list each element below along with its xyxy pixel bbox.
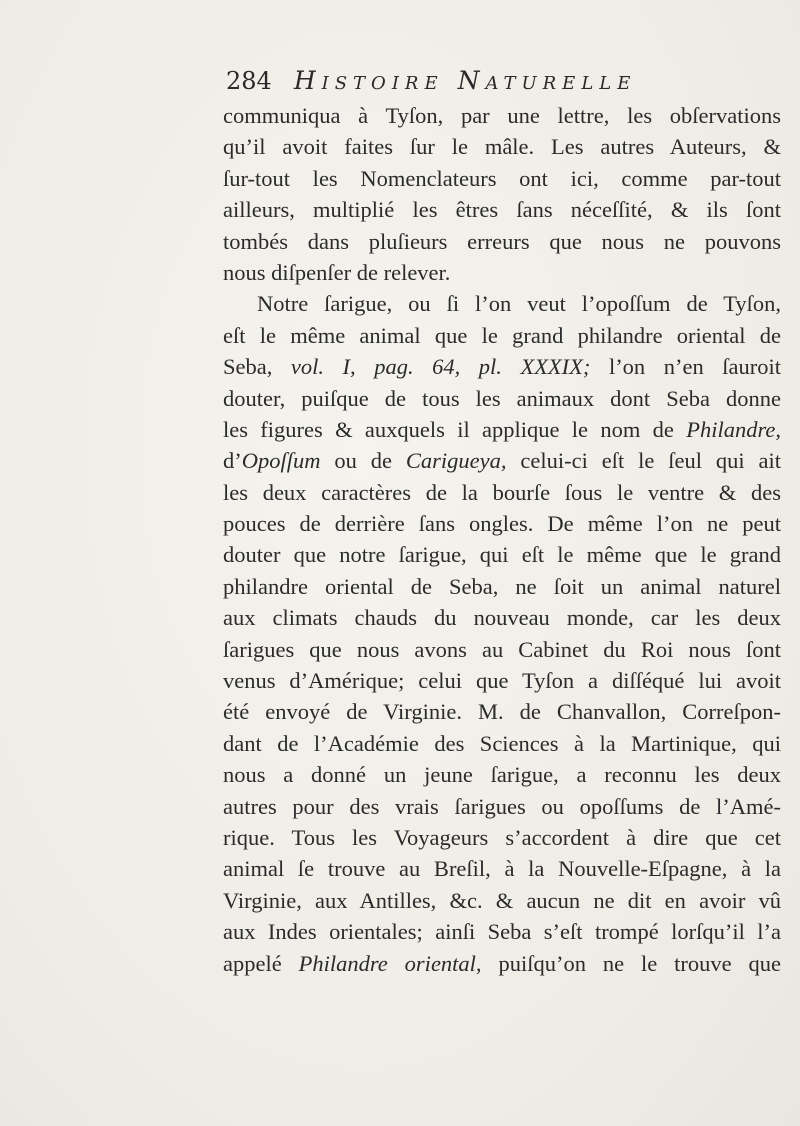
text-segment: pouces de derrière ſans ongles. De même l’on ne peut <box>223 511 781 537</box>
italic-text-segment: vol. I, pag. 64, pl. XXXIX; <box>290 354 591 380</box>
text-line <box>223 602 781 633</box>
text-line <box>223 696 781 727</box>
page-header <box>226 66 636 96</box>
text-line <box>223 320 781 351</box>
text-line <box>223 853 781 884</box>
text-segment: autres pour des vrais ſarigues ou opoſſums de l’Amé- <box>223 793 781 819</box>
italic-text-segment: Philandre, <box>686 416 781 442</box>
text-line <box>223 351 781 382</box>
text-segment: communiqua à Tyſon, par une lettre, les obſervations <box>223 103 781 128</box>
text-segment: puiſqu’on ne le trouve que <box>481 950 782 976</box>
text-line <box>223 916 781 947</box>
text-line <box>223 226 781 257</box>
text-segment: d’ <box>223 448 242 474</box>
text-segment: celui-ci eſt le ſeul qui ait <box>506 448 781 474</box>
text-line <box>223 100 781 131</box>
text-segment: les deux caractères de la bourſe ſous le ventre & des <box>223 479 781 505</box>
text-line <box>223 948 781 979</box>
text-line <box>223 822 781 853</box>
text-line <box>223 194 781 225</box>
text-segment: douter que notre ſarigue, qui eſt le même que le grand <box>223 542 781 568</box>
text-line <box>223 728 781 759</box>
text-segment: animal ſe trouve au Breſil, à la Nouvelle-Eſpagne, à la <box>223 856 781 882</box>
text-segment: qu’il avoit faites ſur le mâle. Les autres Auteurs, & <box>223 134 781 160</box>
text-line <box>223 288 781 319</box>
italic-text-segment: Opoſſum <box>241 448 321 474</box>
page-number: 284 <box>226 67 272 95</box>
text-segment: été envoyé de Virginie. M. de Chanvallon, Correſpon- <box>223 699 781 725</box>
text-segment: Seba, <box>223 354 291 380</box>
text-segment: ailleurs, multiplié les êtres ſans néceſſité, & ils ſont <box>223 197 781 223</box>
text-segment: ſur-tout les Nomenclateurs ont ici, comme par-tout <box>223 165 781 191</box>
text-line <box>223 383 781 414</box>
text-segment: aux climats chauds du nouveau monde, car les deux <box>223 605 781 631</box>
text-line <box>223 759 781 790</box>
text-segment: nous diſpenſer de relever. <box>223 259 451 285</box>
text-line <box>223 414 781 445</box>
body-text <box>223 100 781 979</box>
text-segment: Virginie, aux Antilles, &c. & aucun ne dit en avoir vû <box>223 887 781 913</box>
text-line <box>223 477 781 508</box>
text-segment: rique. Tous les Voyageurs s’accordent à dire que cet <box>223 824 781 850</box>
text-segment: dant de l’Académie des Sciences à la Martinique, qui <box>223 730 781 756</box>
text-line <box>223 257 781 288</box>
text-segment: les figures & auxquels il applique le nom de <box>223 416 687 442</box>
text-segment: venus d’Amérique; celui que Tyſon a diſſéqué lui avoit <box>223 668 781 694</box>
text-segment: aux Indes orientales; ainſi Seba s’eſt trompé lorſqu’il l’a <box>223 919 781 945</box>
text-line <box>223 791 781 822</box>
text-segment: tombés dans pluſieurs erreurs que nous ne pouvons <box>223 228 781 254</box>
text-segment: eſt le même animal que le grand philandre oriental de <box>223 322 781 348</box>
italic-text-segment: Carigueya, <box>405 448 507 474</box>
text-segment: ou de <box>320 448 406 474</box>
text-line <box>223 539 781 570</box>
text-segment: douter, puiſque de tous les animaux dont Seba donne <box>223 385 781 411</box>
text-segment: l’on n’en ſauroit <box>590 354 781 380</box>
text-segment: philandre oriental de Seba, ne ſoit un animal naturel <box>223 573 781 599</box>
text-line <box>223 665 781 696</box>
text-segment: nous a donné un jeune ſarigue, a reconnu les deux <box>223 762 781 788</box>
text-line <box>223 508 781 539</box>
running-title: Histoire Naturelle <box>293 66 637 95</box>
text-line <box>223 885 781 916</box>
text-line <box>223 634 781 665</box>
italic-text-segment: Philandre oriental, <box>298 950 482 976</box>
text-segment: Notre ſarigue, ou ſi l’on veut l’opoſſum de Tyſon, <box>257 291 781 317</box>
text-segment: appelé <box>223 950 299 976</box>
text-line <box>223 571 781 602</box>
text-segment: ſarigues que nous avons au Cabinet du Roi nous ſont <box>223 636 781 662</box>
text-line <box>223 445 781 476</box>
text-line <box>223 163 781 194</box>
text-line <box>223 131 781 162</box>
